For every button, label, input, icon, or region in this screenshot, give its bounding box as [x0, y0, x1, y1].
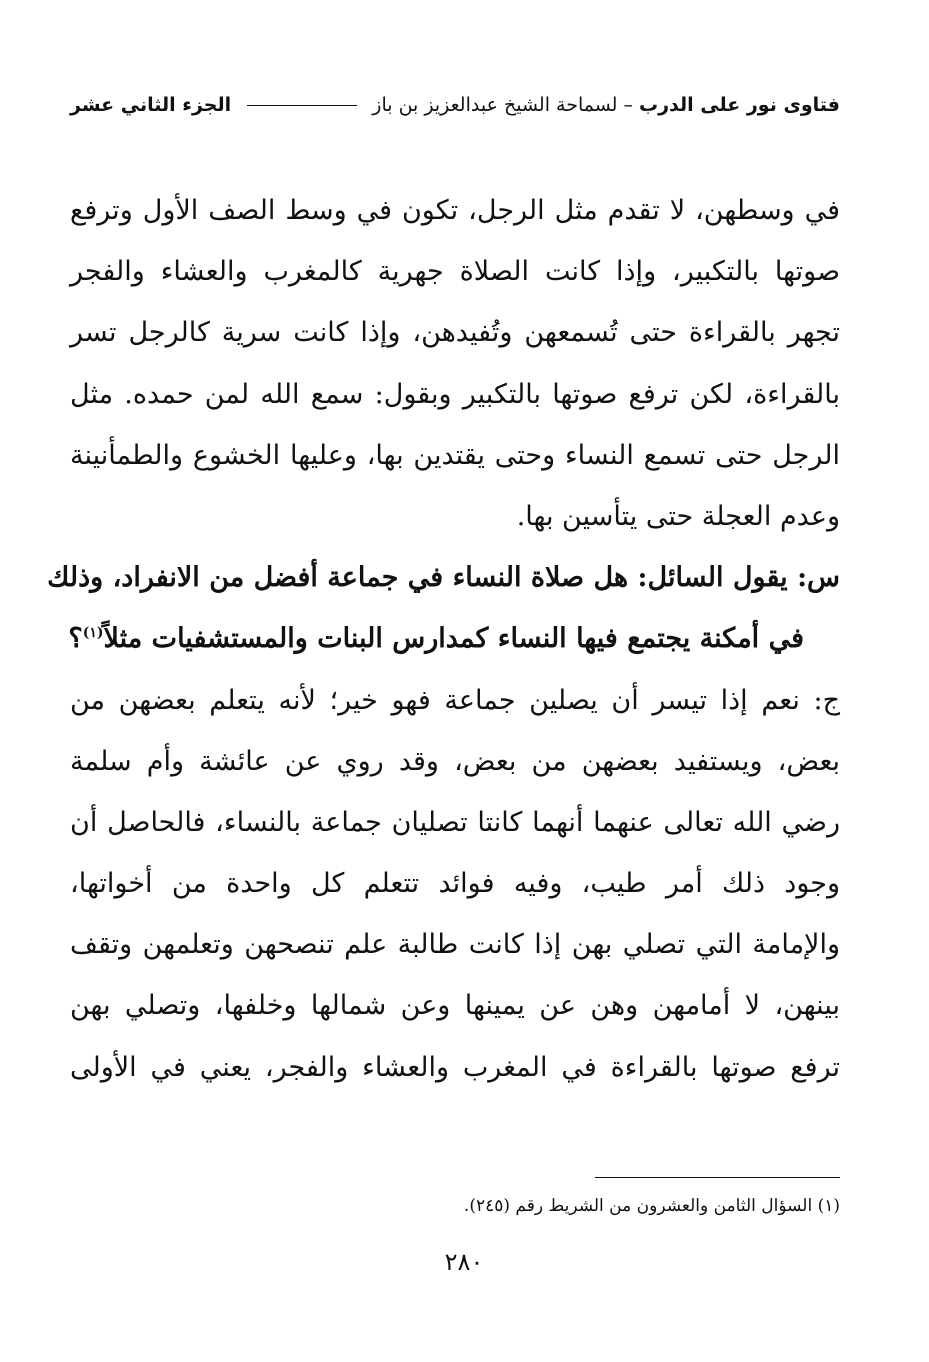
question-line-continued — [70, 608, 840, 669]
header-rule — [247, 105, 357, 106]
header-title-group — [372, 94, 840, 116]
main-text — [47, 180, 840, 1098]
answer-line: بعض، ويستفيد بعضهن من بعض، وقد روي عن عائشة وأم سلمة — [70, 745, 840, 777]
answer-line: وجود ذلك أمر طيب، وفيه فوائد تتعلم كل واحدة من أخواتها، — [70, 868, 840, 900]
footnote-marker: (١) — [82, 625, 104, 642]
answer-line: والإمامة التي تصلي بهن إذا كانت طالبة علم تنصحهن وتعلمهن وتقف — [70, 929, 840, 961]
author-name: – لسماحة الشيخ عبدالعزيز بن باز — [372, 94, 633, 116]
volume-label: الجزء الثاني عشر — [70, 94, 232, 116]
answer-line: بينهن، لا أمامهن وهن عن يمينها وعن شمالها وخلفها، وتصلي بهن — [70, 990, 840, 1022]
question-line: س: يقول السائل: هل صلاة النساء في جماعة أفضل من الانفراد، وذلك — [47, 562, 840, 594]
answer-line: رضي الله تعالى عنهما أنهما كانتا تصليان جماعة بالنساء، فالحاصل أن — [70, 806, 840, 838]
page-number: ٢٨٠ — [444, 1248, 484, 1276]
footnote-divider — [595, 1177, 840, 1178]
answer-line: ترفع صوتها بالقراءة في المغرب والعشاء والفجر، يعني في الأولى — [70, 1051, 840, 1083]
body-line: تجهر بالقراءة حتى تُسمعهن وتُفيدهن، وإذا كانت سرية كالرجل تسر — [70, 317, 840, 349]
question-mark: ؟ — [68, 623, 83, 655]
body-line: الرجل حتى تسمع النساء وحتى يقتدين بها، وعليها الخشوع والطمأنينة — [70, 439, 840, 471]
footnote: (١) السؤال الثامن والعشرون من الشريط رقم (٢٤٥). — [463, 1196, 840, 1216]
body-line: وعدم العجلة حتى يتأسين بها. — [516, 500, 840, 532]
answer-line: ج: نعم إذا تيسر أن يصلين جماعة فهو خير؛ لأنه يتعلم بعضهن من — [70, 684, 840, 716]
running-header — [70, 88, 840, 122]
body-line: صوتها بالتكبير، وإذا كانت الصلاة جهرية كالمغرب والعشاء والفجر — [70, 256, 840, 288]
body-line: في وسطهن، لا تقدم مثل الرجل، تكون في وسط الصف الأول وترفع — [70, 195, 840, 226]
body-line: بالقراءة، لكن ترفع صوتها بالتكبير وبقول: سمع الله لمن حمده. مثل — [70, 378, 840, 410]
question-text: في أمكنة يجتمع فيها النساء كمدارس البنات والمستشفيات مثلاً — [103, 623, 804, 655]
book-title: فتاوى نور على الدرب — [639, 94, 840, 116]
